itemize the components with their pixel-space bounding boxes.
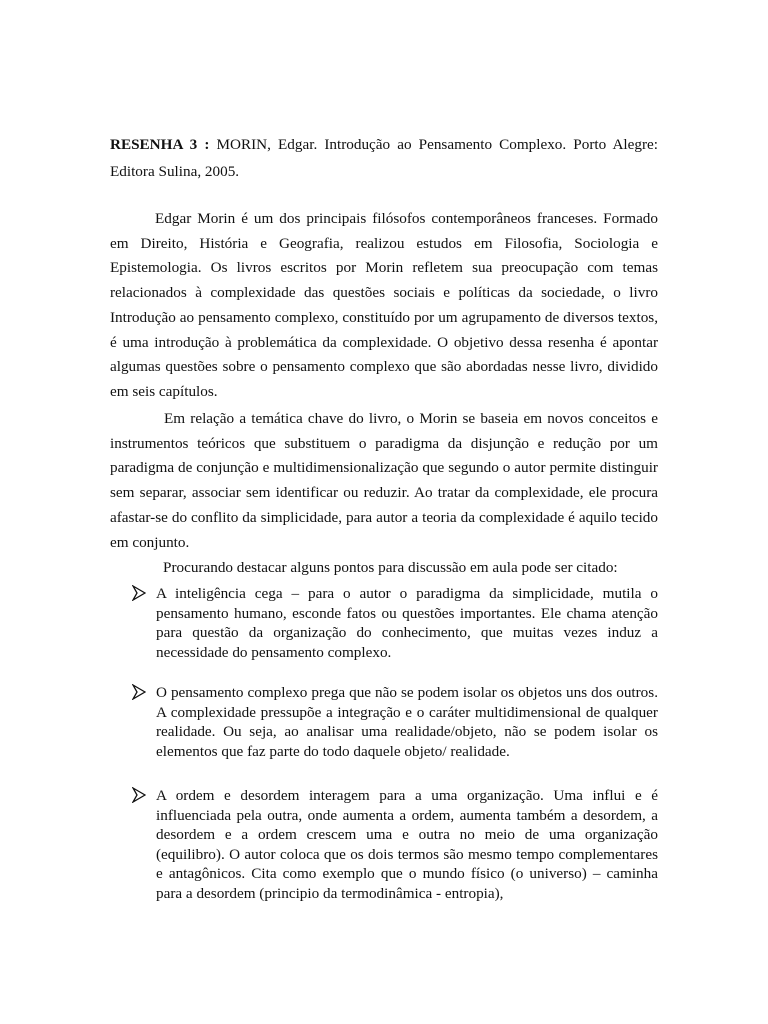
discussion-lead-paragraph: Procurando destacar alguns pontos para discussão em aula pode ser citado: <box>163 559 618 576</box>
bullet-list-3 <box>132 786 658 903</box>
arrowhead-bullet-icon <box>132 585 146 601</box>
arrowhead-bullet-icon <box>132 684 146 700</box>
intro-paragraph: Edgar Morin é um dos principais filósofos contemporâneos franceses. Formado em Direito, História e Geografia, realizou estudos em Filosofia, Sociologia e Epistemologia. Os livros escritos por Morin refletem sua preocupação com temas relacionados à complexidade das questões sociais e políticas da sociedade, o livro Introdução ao pensamento complexo, constituído por um agrupamento de diversos textos, é uma introdução à problemática da complexidade. O objetivo dessa resenha é apontar algumas questões sobre o pensamento complexo que são abordadas nesse livro, dividido em seis capítulos. <box>110 210 658 400</box>
review-label: RESENHA 3 : <box>110 136 210 153</box>
bullet-text: A ordem e desordem interagem para a uma organização. Uma influi e é influenciada pela outra, onde aumenta a ordem, aumenta também a desordem, a desordem e a ordem crescem uma e outra no meio de uma organização (equilibro). O autor coloca que os dois termos são mesmo tempo complementares e antagônicos. Cita como exemplo que o mundo físico (o universo) – caminha para a desordem (principio da termodinâmica - entropia), <box>156 787 658 902</box>
theme-paragraph: Em relação a temática chave do livro, o Morin se baseia em novos conceitos e instrumentos teóricos que substituem o paradigma da disjunção e redução por um paradigma de conjunção e multidimensionalização que segundo o autor permite distinguir sem separar, associar sem identificar ou reduzir. Ao tratar da complexidade, ele procura afastar-se do conflito da simplicidade, para autor a teoria da complexidade é aquilo tecido em conjunto. <box>110 410 658 551</box>
bullet-text: A inteligência cega – para o autor o paradigma da simplicidade, mutila o pensamento humano, esconde fatos ou questões importantes. Ele chama atenção para questão da organização do conhecimento, que muitas vezes induz a necessidade do pensamento complexo. <box>156 585 658 661</box>
bullet-list-2 <box>132 683 658 761</box>
list-item <box>132 683 658 761</box>
list-item <box>132 786 658 903</box>
bullet-text: O pensamento complexo prega que não se podem isolar os objetos uns dos outros. A complexidade pressupõe a integração e o caráter multidimensional de qualquer realidade. Ou seja, ao analisar uma realidade/objeto, não se podem isolar os elementos que faz parte do todo daquele objeto/ realidade. <box>156 684 658 760</box>
reference-heading <box>110 131 658 185</box>
arrowhead-bullet-icon <box>132 787 146 803</box>
list-item <box>132 584 658 662</box>
bullet-list-1 <box>132 584 658 662</box>
reference-citation: MORIN, Edgar. Introdução ao Pensamento Complexo. Porto Alegre: Editora Sulina, 2005. <box>110 136 658 180</box>
